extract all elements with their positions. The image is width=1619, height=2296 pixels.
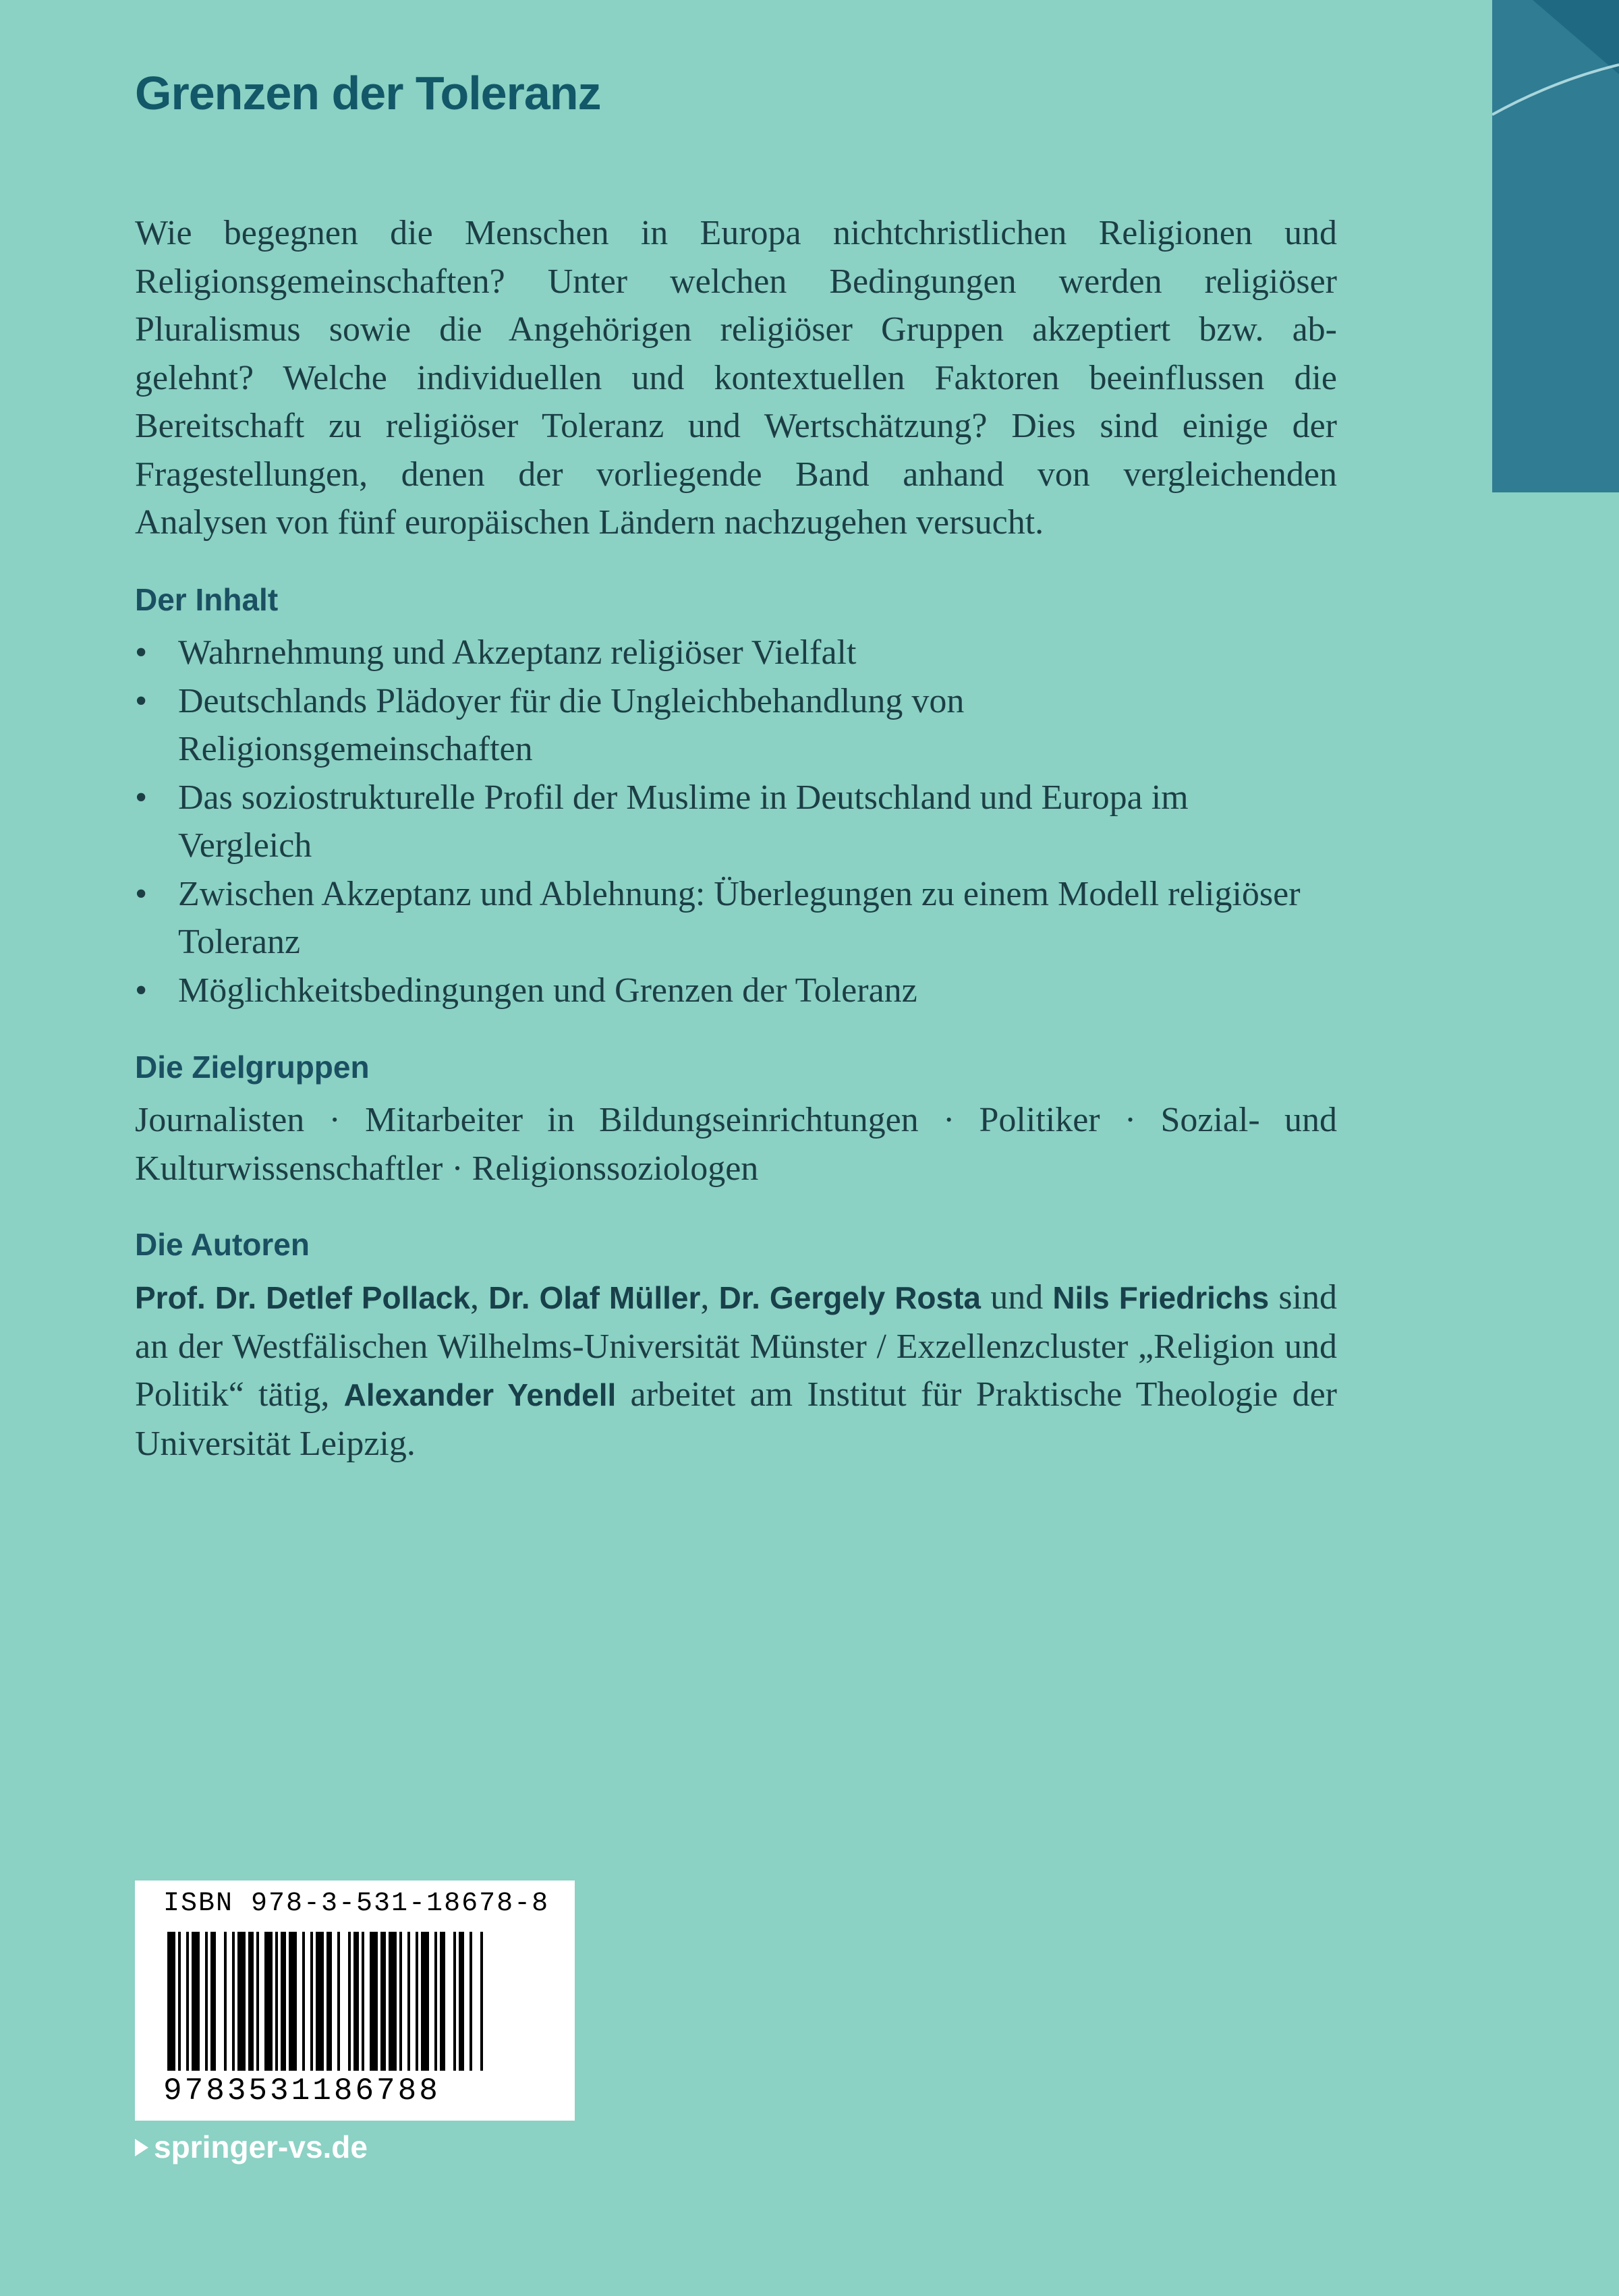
barcode-bar — [316, 1932, 324, 2071]
isbn-label: ISBN 978-3-531-18678-8 — [163, 1889, 550, 1919]
barcode-bar — [256, 1932, 259, 2071]
audience-section — [135, 1049, 1337, 1085]
authors-separator: , — [470, 1278, 489, 1317]
barcode-bar — [337, 1932, 340, 2071]
barcode-bar — [289, 1932, 297, 2071]
barcode-bar — [167, 1932, 175, 2071]
author-name: Prof. Dr. Detlef Pollack — [135, 1280, 470, 1315]
content-item-text: Deutschlands Plädoyer für die Ungleichbehandlung von Religionsgemeinschaften — [178, 681, 965, 768]
barcode-bar — [186, 1932, 189, 2071]
authors-body-text: sind an der Westfälischen Wilhelms-Universität Münster / Exzellenzcluster „Religion und Politik“ tätig, — [135, 1278, 1338, 1414]
authors-section — [135, 1226, 1337, 1263]
barcode-bar — [302, 1932, 305, 2071]
content-list — [135, 629, 1349, 1014]
barcode-bar — [275, 1932, 278, 2071]
audience-heading: Die Zielgruppen — [135, 1050, 370, 1085]
barcode-bar — [310, 1932, 313, 2071]
content-item-text: Zwischen Akzeptanz und Ablehnung: Überlegungen zu einem Modell religiöser Toleranz — [178, 874, 1301, 961]
barcode-bar — [421, 1932, 429, 2071]
intro-line: Wie begegnen die Menschen in Europa nichtchristlichen Religionen und — [135, 214, 1337, 252]
intro-line: gelehnt? Welche individuellen und kontextuellen Faktoren beeinflussen die — [135, 358, 1337, 397]
content-list-wrapper — [135, 629, 1349, 1014]
bullet-icon: • — [135, 633, 148, 672]
book-title: Grenzen der Toleranz — [135, 67, 601, 119]
barcode-bar — [459, 1932, 464, 2071]
bullet-icon: • — [135, 681, 148, 720]
authors-text — [135, 1273, 1337, 1468]
content-list-item — [135, 870, 1349, 967]
website-text: springer-vs.de — [154, 2129, 368, 2164]
barcode-bar — [237, 1932, 246, 2071]
author-name: Nils Friedrichs — [1052, 1280, 1270, 1315]
content-list-item — [135, 629, 1349, 677]
author-name: Dr. Gergely Rosta — [718, 1280, 982, 1315]
barcode-bar — [248, 1932, 254, 2071]
authors-separator: und — [981, 1278, 1053, 1317]
author-name: Dr. Olaf Müller — [488, 1280, 701, 1315]
bullet-icon: • — [135, 971, 148, 1010]
intro-line: Fragestellungen, denen der vorliegende Band anhand von vergleichenden — [135, 455, 1337, 494]
authors-body-text: arbeitet am Institut für Praktische Theologie der Universität Leipzig. — [135, 1375, 1337, 1463]
barcode-bar — [480, 1932, 483, 2071]
content-section — [135, 581, 1337, 618]
authors-heading: Die Autoren — [135, 1227, 310, 1262]
barcode-bar — [178, 1932, 181, 2071]
isbn-barcode — [135, 1881, 575, 2121]
content-item-text: Möglichkeitsbedingungen und Grenzen der Toleranz — [178, 971, 917, 1010]
play-arrow-icon — [135, 2139, 148, 2156]
content-item-text: Das soziostrukturelle Profil der Muslime in Deutschland und Europa im Vergleich — [178, 778, 1189, 865]
content-list-item — [135, 774, 1349, 870]
intro-line: Bereitschaft zu religiöser Toleranz und Wertschätzung? Dies sind einige der — [135, 407, 1337, 445]
barcode-bar — [370, 1932, 378, 2071]
barcode-bar — [353, 1932, 359, 2071]
bullet-icon: • — [135, 874, 148, 913]
intro-line: Religionsgemeinschaften? Unter welchen Bedingungen werden religiöser — [135, 262, 1337, 301]
barcode-bar — [407, 1932, 410, 2071]
intro-paragraph — [135, 209, 1337, 547]
barcode-digits: 9783531186788 — [163, 2073, 441, 2108]
content-heading: Der Inhalt — [135, 582, 279, 617]
intro-line: Pluralismus sowie die Angehörigen religiöser Gruppen akzeptiert bzw. ab- — [135, 310, 1337, 349]
barcode-bar — [434, 1932, 437, 2071]
author-name: Alexander Yendell — [343, 1377, 617, 1412]
authors-separator: , — [700, 1278, 719, 1317]
barcode-bar — [389, 1932, 397, 2071]
audience-line: Journalisten · Mitarbeiter in Bildungseinrichtungen · Politiker · Sozial- und — [135, 1101, 1337, 1139]
intro-line: Analysen von fünf europäischen Ländern nachzugehen versucht. — [135, 503, 1044, 542]
barcode-bar — [281, 1932, 286, 2071]
content-list-item — [135, 677, 1349, 774]
barcode-bar — [348, 1932, 351, 2071]
content-item-text: Wahrnehmung und Akzeptanz religiöser Vielfalt — [178, 633, 857, 672]
audience-text — [135, 1096, 1337, 1193]
barcode-bar — [326, 1932, 332, 2071]
barcode-bar — [205, 1932, 208, 2071]
website-link[interactable] — [135, 2129, 368, 2165]
authors-paragraph — [135, 1273, 1337, 1468]
barcode-bar — [224, 1932, 227, 2071]
audience-line: Kulturwissenschaftler · Religionssoziologen — [135, 1149, 759, 1188]
barcode-bar — [453, 1932, 456, 2071]
bullet-icon: • — [135, 778, 148, 817]
corner-accent-panel — [1492, 0, 1619, 492]
barcode-bar — [380, 1932, 386, 2071]
barcode-bar — [470, 1932, 472, 2071]
barcode-bar — [210, 1932, 216, 2071]
barcode-bar — [232, 1932, 235, 2071]
corner-curve-decoration — [1492, 0, 1619, 492]
barcode-bar — [399, 1932, 402, 2071]
barcode-bar — [192, 1932, 200, 2071]
barcode-bar — [440, 1932, 445, 2071]
barcode-bar — [264, 1932, 273, 2071]
barcode-bar — [416, 1932, 418, 2071]
content-list-item — [135, 967, 1349, 1015]
barcode-bar — [362, 1932, 364, 2071]
